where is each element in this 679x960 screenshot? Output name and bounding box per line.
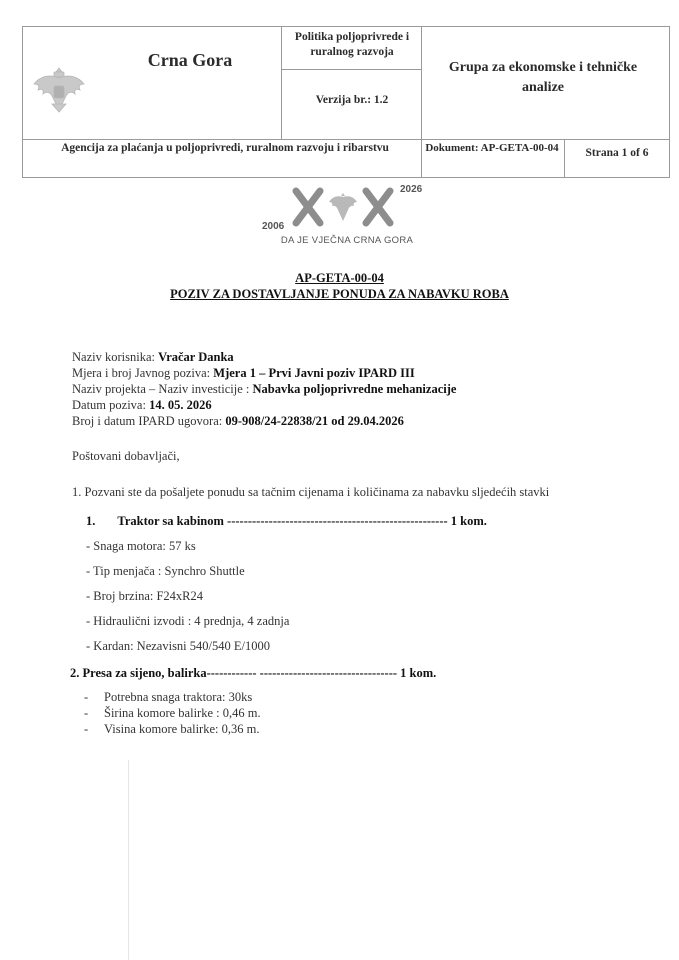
logo-year-start: 2006 bbox=[262, 221, 285, 232]
measure-line bbox=[72, 366, 415, 381]
contract-label: Broj i datum IPARD ugovora: bbox=[72, 414, 223, 428]
intro-text: 1. Pozvani ste da pošaljete ponudu sa tačnim cijenama i količinama za nabavku sljedećih stavki bbox=[72, 485, 550, 499]
date-line bbox=[72, 398, 212, 413]
logo-motto: DA JE VJEČNA CRNA GORA bbox=[280, 235, 414, 246]
item-2-qty: 1 kom. bbox=[400, 666, 437, 680]
item-2-spec: Širina komore balirke : 0,46 m. bbox=[104, 706, 261, 720]
project-line bbox=[72, 382, 456, 397]
project-label: Naziv projekta – Naziv investicije : bbox=[72, 382, 250, 396]
measure-label: Mjera i broj Javnog poziva: bbox=[72, 366, 211, 380]
date-label: Datum poziva: bbox=[72, 398, 146, 412]
beneficiary-label: Naziv korisnika: bbox=[72, 350, 155, 364]
item-2-bullet: - bbox=[84, 722, 89, 736]
item-1-spec: - Tip menjača : Synchro Shuttle bbox=[86, 564, 245, 578]
contract-line bbox=[72, 414, 404, 429]
document-title: POZIV ZA DOSTAVLJANJE PONUDA ZA NABAVKU ROBA bbox=[170, 287, 509, 301]
item-1-header bbox=[86, 514, 487, 529]
group-name: Grupa za ekonomske i tehničke analize bbox=[448, 60, 638, 95]
item-2-spec: Potrebna snaga traktora: 30ks bbox=[104, 690, 253, 704]
item-1-dashes: ----------------------------------------------------- bbox=[227, 514, 448, 528]
date-value: 14. 05. 2026 bbox=[149, 398, 212, 412]
item-1-spec: - Broj brzina: F24xR24 bbox=[86, 589, 204, 603]
item-1-spec: - Snaga motora: 57 ks bbox=[86, 539, 196, 553]
item-2-number: 2. bbox=[70, 666, 80, 680]
item-1-spec: - Kardan: Nezavisni 540/540 E/1000 bbox=[86, 639, 270, 653]
item-2-header bbox=[70, 666, 436, 681]
version-label: Verzija br.: 1.2 bbox=[315, 94, 389, 106]
scan-line bbox=[128, 760, 129, 960]
item-1-number: 1. bbox=[86, 514, 96, 528]
policy-name: Politika poljoprivrede i ruralnog razvoja bbox=[294, 31, 410, 58]
item-1-spec: - Hidraulični izvodi : 4 prednja, 4 zadnja bbox=[86, 614, 290, 628]
item-1-qty: 1 kom. bbox=[450, 514, 487, 528]
beneficiary-line bbox=[72, 350, 234, 365]
coat-of-arms-icon bbox=[28, 60, 90, 120]
project-value: Nabavka poljoprivredne mehanizacije bbox=[252, 382, 457, 396]
beneficiary-value: Vračar Danka bbox=[158, 350, 234, 364]
logo-year-end: 2026 bbox=[400, 184, 423, 195]
page-number: Strana 1 of 6 bbox=[585, 147, 649, 159]
item-2-dashes: ------------ --------------------------------- bbox=[206, 666, 398, 680]
document-code: Dokument: AP-GETA-00-04 bbox=[425, 142, 559, 154]
item-2-name: Presa za sijeno, balirka bbox=[82, 666, 207, 680]
item-1-name: Traktor sa kabinom bbox=[117, 514, 224, 528]
document-code-title: AP-GETA-00-04 bbox=[295, 271, 384, 285]
country-name: Crna Gora bbox=[147, 50, 233, 70]
greeting: Poštovani dobavljači, bbox=[72, 449, 180, 463]
item-2-bullet: - bbox=[84, 690, 89, 704]
item-2-bullet: - bbox=[84, 706, 89, 720]
measure-value: Mjera 1 – Prvi Javni poziv IPARD III bbox=[213, 366, 415, 380]
contract-value: 09-908/24-22838/21 od 29.04.2026 bbox=[225, 414, 404, 428]
item-2-spec: Visina komore balirke: 0,36 m. bbox=[104, 722, 260, 736]
agency-name: Agencija za plaćanja u poljoprivredi, ruralnom razvoju i ribarstvu bbox=[61, 142, 389, 154]
